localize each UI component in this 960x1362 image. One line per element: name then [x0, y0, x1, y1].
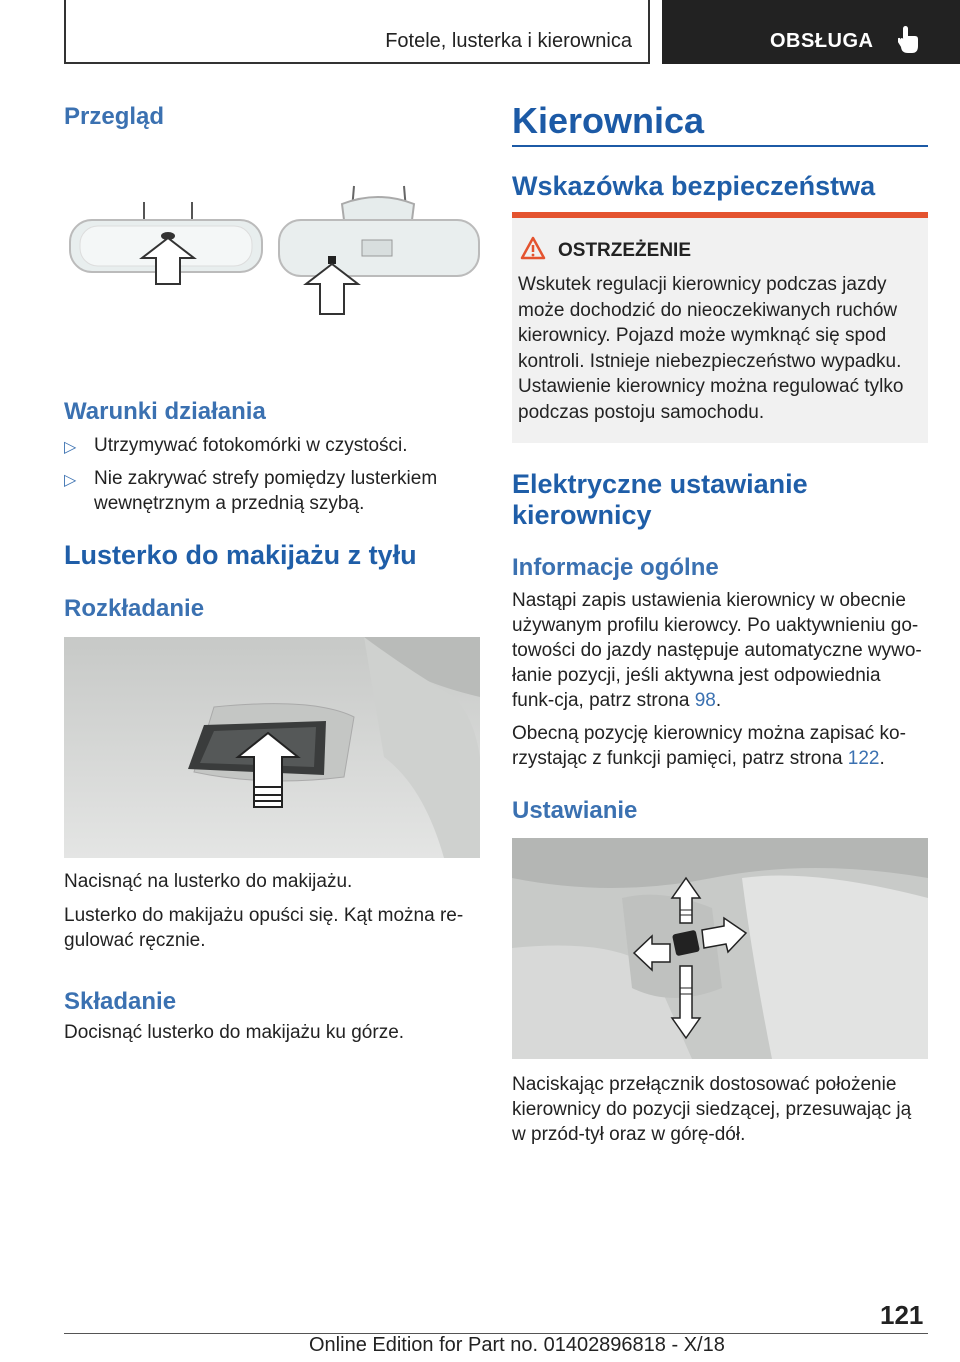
section-label: OBSŁUGA — [770, 30, 874, 52]
header-chapter-tab — [64, 0, 650, 64]
vanity-mirror-figure — [64, 637, 480, 858]
condition-item-2: Nie zakrywać strefy pomiędzy lusterkiem wewnętrznym a przednią szybą. — [94, 468, 438, 514]
heading-rule — [512, 145, 928, 147]
warning-text: Wskutek regulacji kierownicy podczas jazdy może dochodzić do nieoczekiwanych ruchów kierownicy. Pojazd może wymknąć się spod kontroli. Istnieje niebezpieczeństwo wypadku. Ustawienie kierownicy można regulować tylko podczas postoju samochodu. — [518, 274, 904, 423]
electric-adjust-heading: Elektryczne ustawianie kierownicy — [512, 469, 808, 530]
page-number: 121 — [880, 1300, 924, 1330]
chapter-title: Fotele, lusterka i kierownica — [385, 30, 632, 52]
unfold-text-2: Lusterko do makijażu opuści się. Kąt można re-gulować ręcznie. — [64, 905, 464, 951]
unfold-text-1: Nacisnąć na lusterko do makijażu. — [64, 871, 353, 892]
condition-item-1: Utrzymywać fotokomórki w czystości. — [94, 435, 408, 456]
steering-wheel-heading: Kierownica — [512, 100, 705, 141]
warning-title: OSTRZEŻENIE — [558, 240, 692, 261]
edition-footer: Online Edition for Part no. 01402896818 - X/18 — [309, 1334, 725, 1356]
setting-text: Naciskając przełącznik dostosować położenie kierownicy do pozycji siedzącej, przesuwając ją w przód-tył oraz w górę-dół. — [512, 1074, 912, 1145]
hand-pointer-icon — [898, 26, 920, 54]
bullet-triangle-icon: ▷ — [64, 472, 77, 489]
warning-triangle-icon — [520, 236, 546, 260]
bullet-triangle-icon: ▷ — [64, 439, 77, 456]
unfold-heading: Rozkładanie — [64, 595, 205, 622]
page-link-98[interactable]: 98 — [694, 690, 716, 711]
safety-heading: Wskazówka bezpieczeństwa — [512, 171, 876, 201]
conditions-heading: Warunki działania — [64, 398, 266, 425]
header-section-tab — [662, 0, 960, 64]
overview-heading: Przegląd — [64, 103, 165, 130]
fold-text: Docisnąć lusterko do makijażu ku górze. — [64, 1022, 405, 1043]
rear-view-mirror-figure — [64, 180, 480, 325]
setting-heading: Ustawianie — [512, 797, 638, 824]
memory-text: Obecną pozycję kierownicy można zapisać ko-rzystając z funkcji pamięci, patrz strona 122. — [512, 723, 906, 769]
steering-adjust-figure — [512, 838, 928, 1059]
fold-heading: Składanie — [64, 988, 177, 1015]
vanity-mirror-heading: Lusterko do makijażu z tyłu — [64, 540, 417, 570]
general-info-text: Nastąpi zapis ustawienia kierownicy w obecnie używanym profilu kierowcy. Po uaktywnieniu go-towości do jazdy następuje automatyczne wywo-łanie pozycji, jeśli aktywna jest odpowiednia funk-cja, patrz strona 98. — [512, 590, 922, 711]
general-info-heading: Informacje ogólne — [512, 554, 719, 581]
page-link-122[interactable]: 122 — [847, 748, 880, 769]
